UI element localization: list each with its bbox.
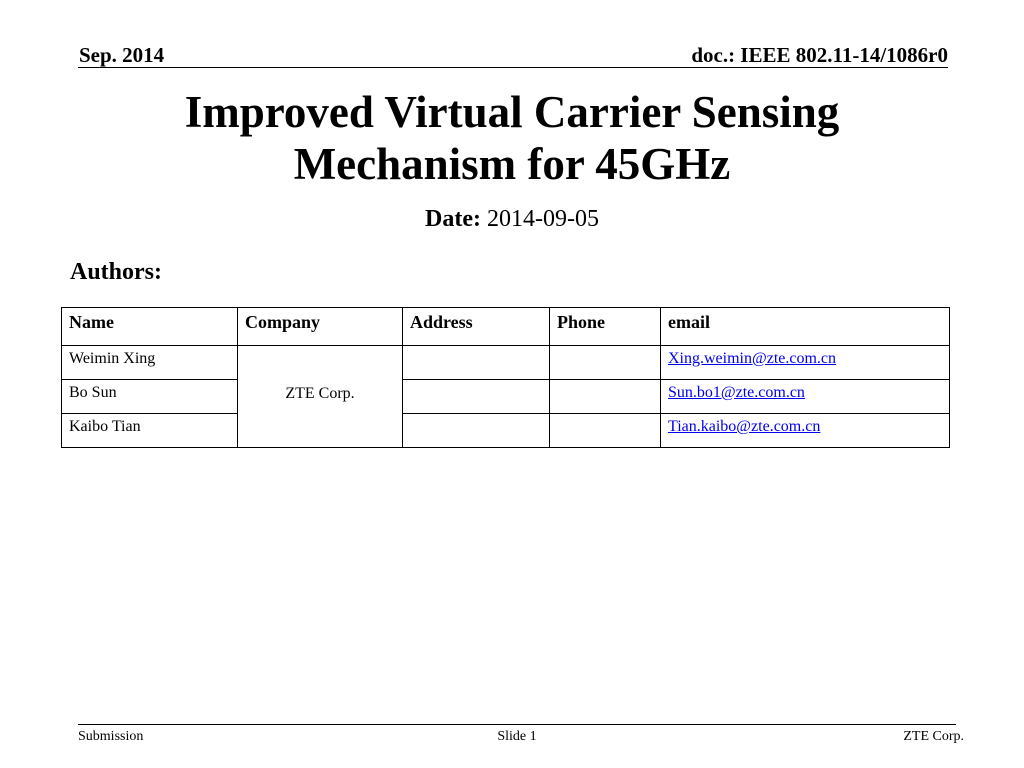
- author-address: [403, 414, 550, 448]
- column-header-email: email: [661, 308, 950, 346]
- table-row: [62, 380, 950, 414]
- author-phone: [550, 414, 661, 448]
- slide-title: [0, 86, 1024, 190]
- footer-rule: [78, 724, 956, 725]
- date-line: [0, 204, 1024, 234]
- column-header-name: Name: [62, 308, 238, 346]
- date-label: Date:: [425, 206, 481, 232]
- title-line-1: Improved Virtual Carrier Sensing: [184, 87, 840, 137]
- author-email-cell: [661, 380, 950, 414]
- authors-heading: Authors:: [70, 259, 163, 285]
- column-header-company: Company: [238, 308, 403, 346]
- date-value: 2014-09-05: [486, 206, 599, 232]
- footer-slide-number: Slide 1: [497, 729, 537, 744]
- footer-submission: Submission: [78, 729, 144, 744]
- column-header-phone: Phone: [550, 308, 661, 346]
- table-row: [62, 414, 950, 448]
- title-line-2: Mechanism for 45GHz: [293, 139, 731, 189]
- authors-table: [61, 307, 950, 448]
- email-link[interactable]: Tian.kaibo@zte.com.cn: [668, 418, 821, 435]
- email-link[interactable]: Xing.weimin@zte.com.cn: [668, 350, 837, 367]
- column-header-address: Address: [403, 308, 550, 346]
- author-email-cell: [661, 414, 950, 448]
- author-name: Kaibo Tian: [62, 414, 238, 448]
- author-phone: [550, 346, 661, 380]
- author-email-cell: [661, 346, 950, 380]
- table-header-row: [62, 308, 950, 346]
- table-row: [62, 346, 950, 380]
- footer-company: ZTE Corp.: [903, 729, 964, 744]
- header-rule: [78, 67, 948, 68]
- author-phone: [550, 380, 661, 414]
- author-address: [403, 346, 550, 380]
- header-date: Sep. 2014: [79, 43, 165, 67]
- email-link[interactable]: Sun.bo1@zte.com.cn: [668, 384, 805, 401]
- company-cell: ZTE Corp.: [238, 346, 403, 448]
- author-address: [403, 380, 550, 414]
- author-name: Weimin Xing: [62, 346, 238, 380]
- header-doc-id: doc.: IEEE 802.11-14/1086r0: [691, 43, 948, 67]
- author-name: Bo Sun: [62, 380, 238, 414]
